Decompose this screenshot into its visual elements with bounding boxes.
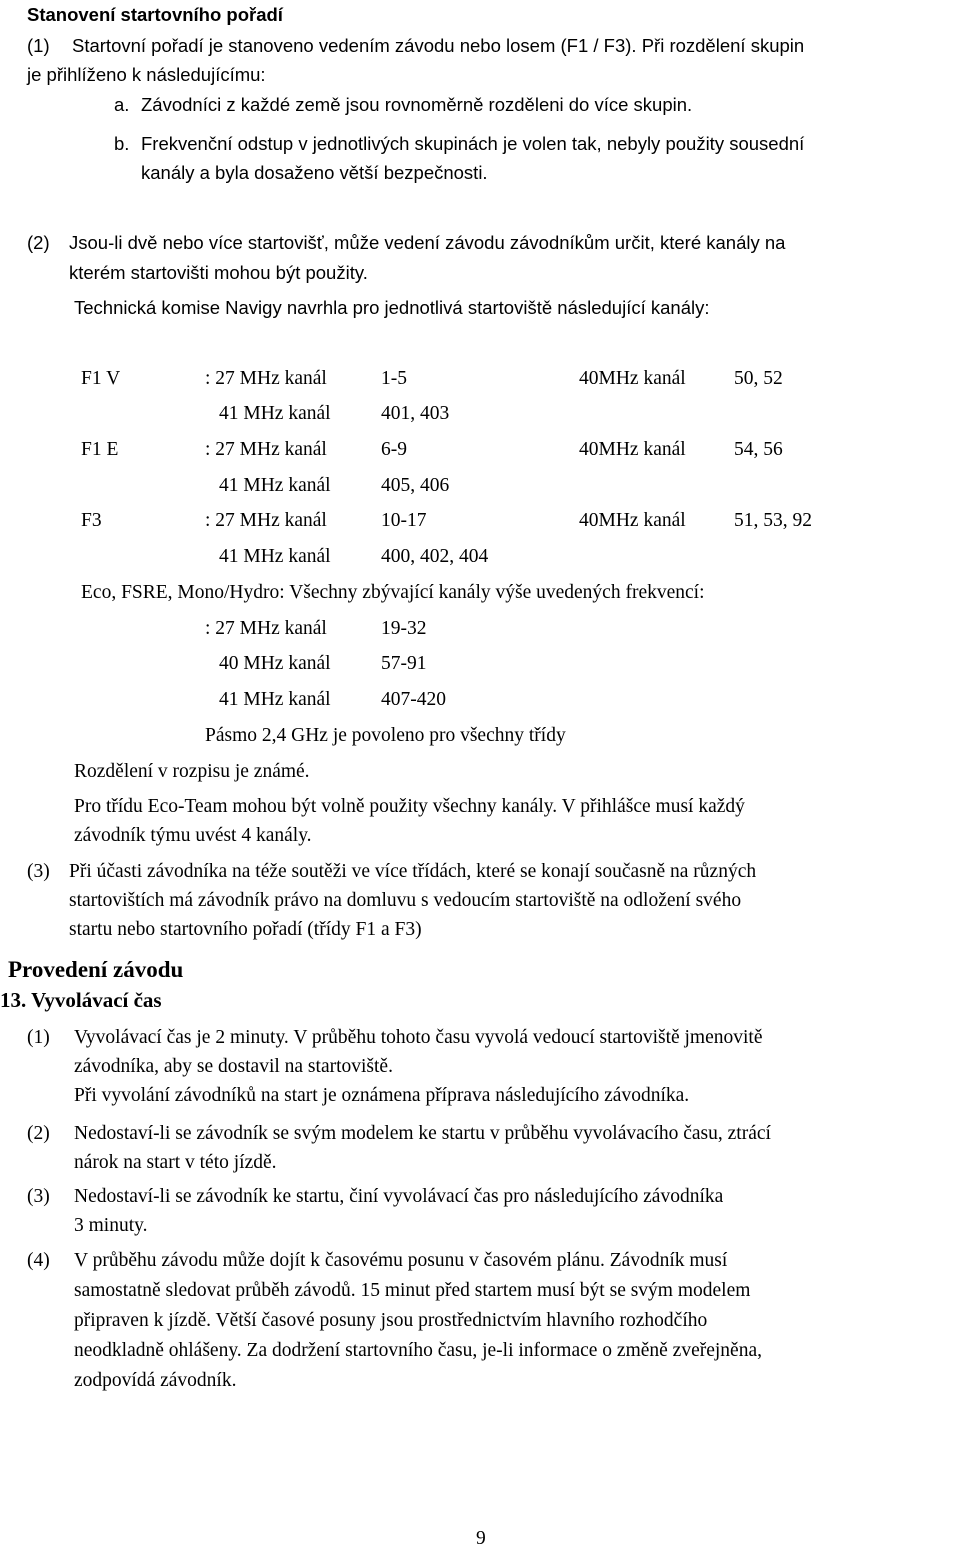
paragraph-line: startu nebo startovního pořadí (třídy F1 a F3) xyxy=(69,919,422,940)
band-label: : 27 MHz kanál xyxy=(205,439,327,460)
item-number: (1) xyxy=(27,1027,50,1048)
list-label: b. xyxy=(114,133,130,154)
paragraph-line: Nedostaví-li se závodník ke startu, činí vyvolávací čas pro následujícího závodníka xyxy=(74,1186,724,1207)
channel-value: 50, 52 xyxy=(734,368,783,389)
list-label: a. xyxy=(114,94,130,115)
channel-value: 10-17 xyxy=(381,510,427,531)
paragraph-line: Pro třídu Eco-Team mohou být volně použity všechny kanály. V přihlášce musí každý xyxy=(74,796,745,817)
band-label: 41 MHz kanál xyxy=(219,403,331,424)
band-label: : 27 MHz kanál xyxy=(205,510,327,531)
channel-value: 400, 402, 404 xyxy=(381,546,489,567)
channel-value: 1-5 xyxy=(381,368,407,389)
section-heading: Provedení závodu xyxy=(8,957,184,982)
channel-value: 6-9 xyxy=(381,439,407,460)
band-label: 40MHz kanál xyxy=(579,439,686,460)
band-label: 40MHz kanál xyxy=(579,368,686,389)
paragraph-line: Jsou-li dvě nebo více startovišť, může vedení závodu závodníkům určit, které kanály na xyxy=(69,232,786,253)
paragraph-line: 3 minuty. xyxy=(74,1215,148,1236)
ghz-note: Pásmo 2,4 GHz je povoleno pro všechny třídy xyxy=(205,725,566,746)
paragraph-line: kterém startovišti mohou být použity. xyxy=(69,262,368,283)
subsection-heading: 13. Vyvolávací čas xyxy=(0,988,162,1012)
paragraph-line: Rozdělení v rozpisu je známé. xyxy=(74,761,310,782)
paragraph-line: zodpovídá závodník. xyxy=(74,1370,237,1391)
channel-value: 51, 53, 92 xyxy=(734,510,812,531)
list-item: Závodníci z každé země jsou rovnoměrně rozděleni do více skupin. xyxy=(141,94,693,115)
band-label: 41 MHz kanál xyxy=(219,475,331,496)
paragraph-line: Vyvolávací čas je 2 minuty. V průběhu tohoto času vyvolá vedoucí startoviště jmenovitě xyxy=(74,1027,763,1048)
list-item: Frekvenční odstup v jednotlivých skupinách je volen tak, nebyly použity sousední xyxy=(141,133,805,154)
paragraph-line: Nedostaví-li se závodník se svým modelem ke startu v průběhu vyvolávacího času, ztrácí xyxy=(74,1123,771,1144)
item-number: (3) xyxy=(27,1186,50,1207)
channel-value: 54, 56 xyxy=(734,439,783,460)
paragraph-line: startovištích má závodník právo na domluvu s vedoucím startoviště na odložení svého xyxy=(69,890,742,911)
channel-value: 19-32 xyxy=(381,618,427,639)
item-number: (2) xyxy=(27,1123,50,1144)
channel-value: 401, 403 xyxy=(381,403,450,424)
page-number: 9 xyxy=(476,1528,486,1549)
paragraph-line: Startovní pořadí je stanoveno vedením závodu nebo losem (F1 / F3). Při rozdělení skupin xyxy=(72,35,805,56)
paragraph-line: závodník týmu uvést 4 kanály. xyxy=(74,825,312,846)
paragraph-line: V průběhu závodu může dojít k časovému posunu v časovém plánu. Závodník musí xyxy=(74,1250,728,1271)
paragraph-line: nárok na start v této jízdě. xyxy=(74,1152,277,1173)
class-label: F1 E xyxy=(81,439,119,460)
section-heading: Stanovení startovního pořadí xyxy=(27,4,283,25)
class-label: Eco, FSRE, Mono/Hydro: Všechny zbývající kanály výše uvedených frekvencí: xyxy=(81,582,705,603)
item-number: (2) xyxy=(27,232,50,253)
item-number: (3) xyxy=(27,861,50,882)
class-label: F3 xyxy=(81,510,102,531)
band-label: : 27 MHz kanál xyxy=(205,368,327,389)
paragraph-line: neodkladně ohlášeny. Za dodržení startovního času, je-li informace o změně zveřejněna, xyxy=(74,1340,762,1361)
channel-value: 57-91 xyxy=(381,653,427,674)
band-label: : 27 MHz kanál xyxy=(205,618,327,639)
paragraph-line: Při vyvolání závodníků na start je oznámena příprava následujícího závodníka. xyxy=(74,1085,690,1106)
band-label: 40 MHz kanál xyxy=(219,653,331,674)
paragraph-line: připraven k jízdě. Větší časové posuny jsou prostřednictvím hlavního rozhodčího xyxy=(74,1310,708,1331)
paragraph-line: závodníka, aby se dostavil na startoviště. xyxy=(74,1056,393,1077)
paragraph-line: je přihlíženo k následujícímu: xyxy=(27,64,266,85)
channel-value: 407-420 xyxy=(381,689,446,710)
item-number: (1) xyxy=(27,35,50,56)
paragraph-line: Při účasti závodníka na téže soutěži ve více třídách, které se konají současně na různých xyxy=(69,861,757,882)
paragraph-line: Technická komise Navigy navrhla pro jednotlivá startoviště následující kanály: xyxy=(74,297,710,318)
band-label: 40MHz kanál xyxy=(579,510,686,531)
class-label: F1 V xyxy=(81,368,121,389)
band-label: 41 MHz kanál xyxy=(219,689,331,710)
item-number: (4) xyxy=(27,1250,50,1271)
list-item: kanály a byla dosaženo větší bezpečnosti. xyxy=(141,162,488,183)
paragraph-line: samostatně sledovat průběh závodů. 15 minut před startem musí být se svým modelem xyxy=(74,1280,751,1301)
band-label: 41 MHz kanál xyxy=(219,546,331,567)
channel-value: 405, 406 xyxy=(381,475,450,496)
